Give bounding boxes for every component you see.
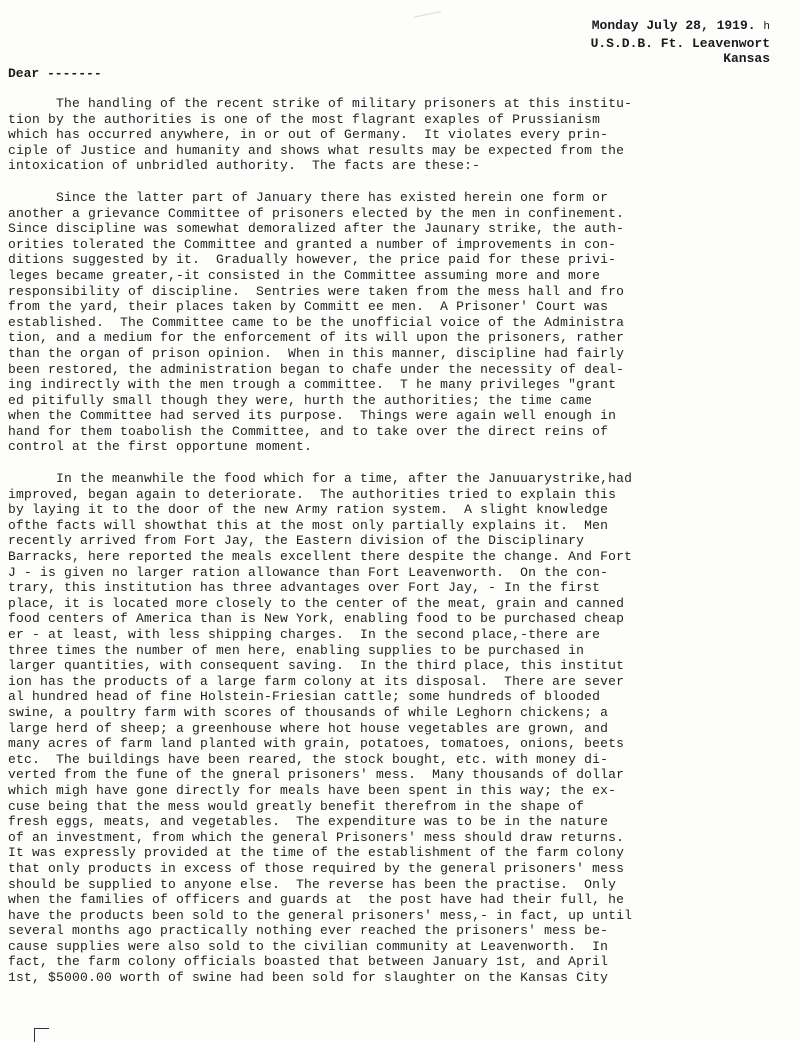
text-line: fresh eggs, meats, and vegetables. The expenditure was to be in the nature: [8, 814, 609, 830]
text-line: when the Committee had served its purpose. Things were again well enough in: [8, 408, 617, 424]
ink-smudge: [411, 0, 441, 18]
location-line-2: Kansas: [723, 51, 770, 66]
text-line: which migh have gone directly for meals have been spent in this way; the ex-: [8, 782, 617, 798]
letter-body: [8, 96, 788, 1002]
text-line: place, it is located more closely to the center of the meat, grain and canned: [8, 595, 625, 611]
text-line: etc. The buildings have been reared, the stock bought, etc. with money di-: [8, 751, 609, 767]
text-line: In the meanwhile the food which for a time, after the Januuarystrike,had: [8, 471, 633, 487]
text-line: responsibility of discipline. Sentries were taken from the mess hall and fro: [8, 283, 625, 299]
text-line: J - is given no larger ration allowance than Fort Leavenworth. On the con-: [8, 564, 609, 580]
text-line: trary, this institution has three advantages over Fort Jay, - In the first: [8, 580, 601, 596]
corner-bracket-mark: [34, 1028, 49, 1042]
text-line: food centers of America than is New York, enabling food to be purchased cheap: [8, 611, 625, 627]
text-line: ofthe facts will showthat this at the most only partially explains it. Men: [8, 517, 609, 533]
text-line: al hundred head of fine Holstein-Friesian cattle; some hundreds of blooded: [8, 689, 601, 705]
text-line: three times the number of men here, enabling supplies to be purchased in: [8, 642, 585, 658]
text-line: should be supplied to anyone else. The reverse has been the practise. Only: [8, 876, 617, 892]
text-line: cause supplies were also sold to the civilian community at Leavenworth. In: [8, 938, 609, 954]
text-line: when the families of officers and guards at the post have had their full, he: [8, 892, 625, 908]
text-line: fact, the farm colony officials boasted that between January 1st, and April: [8, 954, 609, 970]
text-line: of an investment, from which the general Prisoners' mess should draw returns.: [8, 829, 625, 845]
text-line: recently arrived from Fort Jay, the Eastern division of the Disciplinary: [8, 533, 585, 549]
text-line: control at the first opportune moment.: [8, 439, 313, 455]
text-line: verted from the fune of the gneral prisoners' mess. Many thousands of dollar: [8, 767, 625, 783]
pencil-mark: h: [763, 21, 770, 33]
text-line: from the yard, their places taken by Committ ee men. A Prisoner' Court was: [8, 299, 609, 315]
text-line: cuse being that the mess would greatly benefit therefrom in the shape of: [8, 798, 585, 814]
text-line: tion by the authorities is one of the most flagrant exaples of Prussianism: [8, 111, 601, 127]
text-line: ing indirectly with the men trough a committee. T he many privileges "grant: [8, 377, 617, 393]
text-line: swine, a poultry farm with scores of thousands of while Leghorn chickens; a: [8, 704, 609, 720]
text-line: that only products in excess of those required by the general prisoners' mess: [8, 860, 625, 876]
text-line: many acres of farm land planted with grain, potatoes, tomatoes, onions, beets: [8, 736, 625, 752]
text-line: improved, began again to deteriorate. The authorities tried to explain this: [8, 486, 617, 502]
text-line: ditions suggested by it. Gradually however, the price paid for these privi-: [8, 252, 617, 268]
text-line: The handling of the recent strike of military prisoners at this institu-: [8, 96, 633, 111]
text-line: several months ago practically nothing ever reached the prisoners' mess be-: [8, 923, 609, 939]
text-line: established. The Committee came to be the unofficial voice of the Administra: [8, 314, 625, 330]
text-line: large herd of sheep; a greenhouse where hot house vegetables are grown, and: [8, 720, 609, 736]
text-line: er - at least, with less shipping charges. In the second place,-there are: [8, 627, 601, 642]
text-line: hand for them toabolish the Committee, and to take over the direct reins of: [8, 423, 609, 439]
text-line: ed pitifully small though they were, hurth the authorities; the time came: [8, 392, 593, 408]
text-line: 1st, $5000.00 worth of swine had been sold for slaughter on the Kansas City: [8, 970, 609, 986]
text-line: orities tolerated the Committee and granted a number of improvements in con-: [8, 236, 617, 252]
text-line: another a grievance Committee of prisoners elected by the men in confinement.: [8, 205, 625, 221]
text-line: tion, and a medium for the enforcement of its will upon the prisoners, rather: [8, 330, 625, 346]
paragraph-2: [8, 190, 788, 455]
text-line: ion has the products of a large farm colony at its disposal. There are sever: [8, 673, 625, 689]
text-line: been restored, the administration began to chafe under the necessity of deal-: [8, 361, 625, 377]
text-line: have the products been sold to the general prisoners' mess,- in fact, up until: [8, 907, 633, 923]
paragraph-3: [8, 471, 788, 986]
text-line: Barracks, here reported the meals excellent there despite the change. And Fort: [8, 549, 633, 565]
text-line: leges became greater,-it consisted in the Committee assuming more and more: [8, 267, 601, 283]
text-line: intoxication of unbridled authority. The facts are these:-: [8, 158, 481, 174]
dateline: [530, 18, 770, 67]
text-line: ciple of Justice and humanity and shows what results may be expected from the: [8, 142, 625, 158]
text-line: It was expressly provided at the time of the establishment of the farm colony: [8, 845, 625, 861]
text-line: which has occurred anywhere, in or out of Germany. It violates every prin-: [8, 127, 609, 143]
salutation: Dear -------: [8, 66, 102, 81]
paragraph-1: [8, 96, 788, 174]
letter-date: Monday July 28, 1919.: [591, 18, 756, 33]
text-line: by laying it to the door of the new Army ration system. A slight knowledge: [8, 502, 609, 518]
text-line: larger quantities, with consequent saving. In the third place, this institut: [8, 658, 625, 674]
text-line: Since discipline was somewhat demoralized after the Jaunary strike, the auth-: [8, 221, 625, 237]
location-line-1: U.S.D.B. Ft. Leavenwort: [590, 35, 770, 51]
letter-date-line: [530, 18, 770, 36]
text-line: Since the latter part of January there has existed herein one form or: [8, 189, 609, 205]
text-line: than the organ of prison opinion. When in this manner, discipline had fairly: [8, 345, 625, 361]
